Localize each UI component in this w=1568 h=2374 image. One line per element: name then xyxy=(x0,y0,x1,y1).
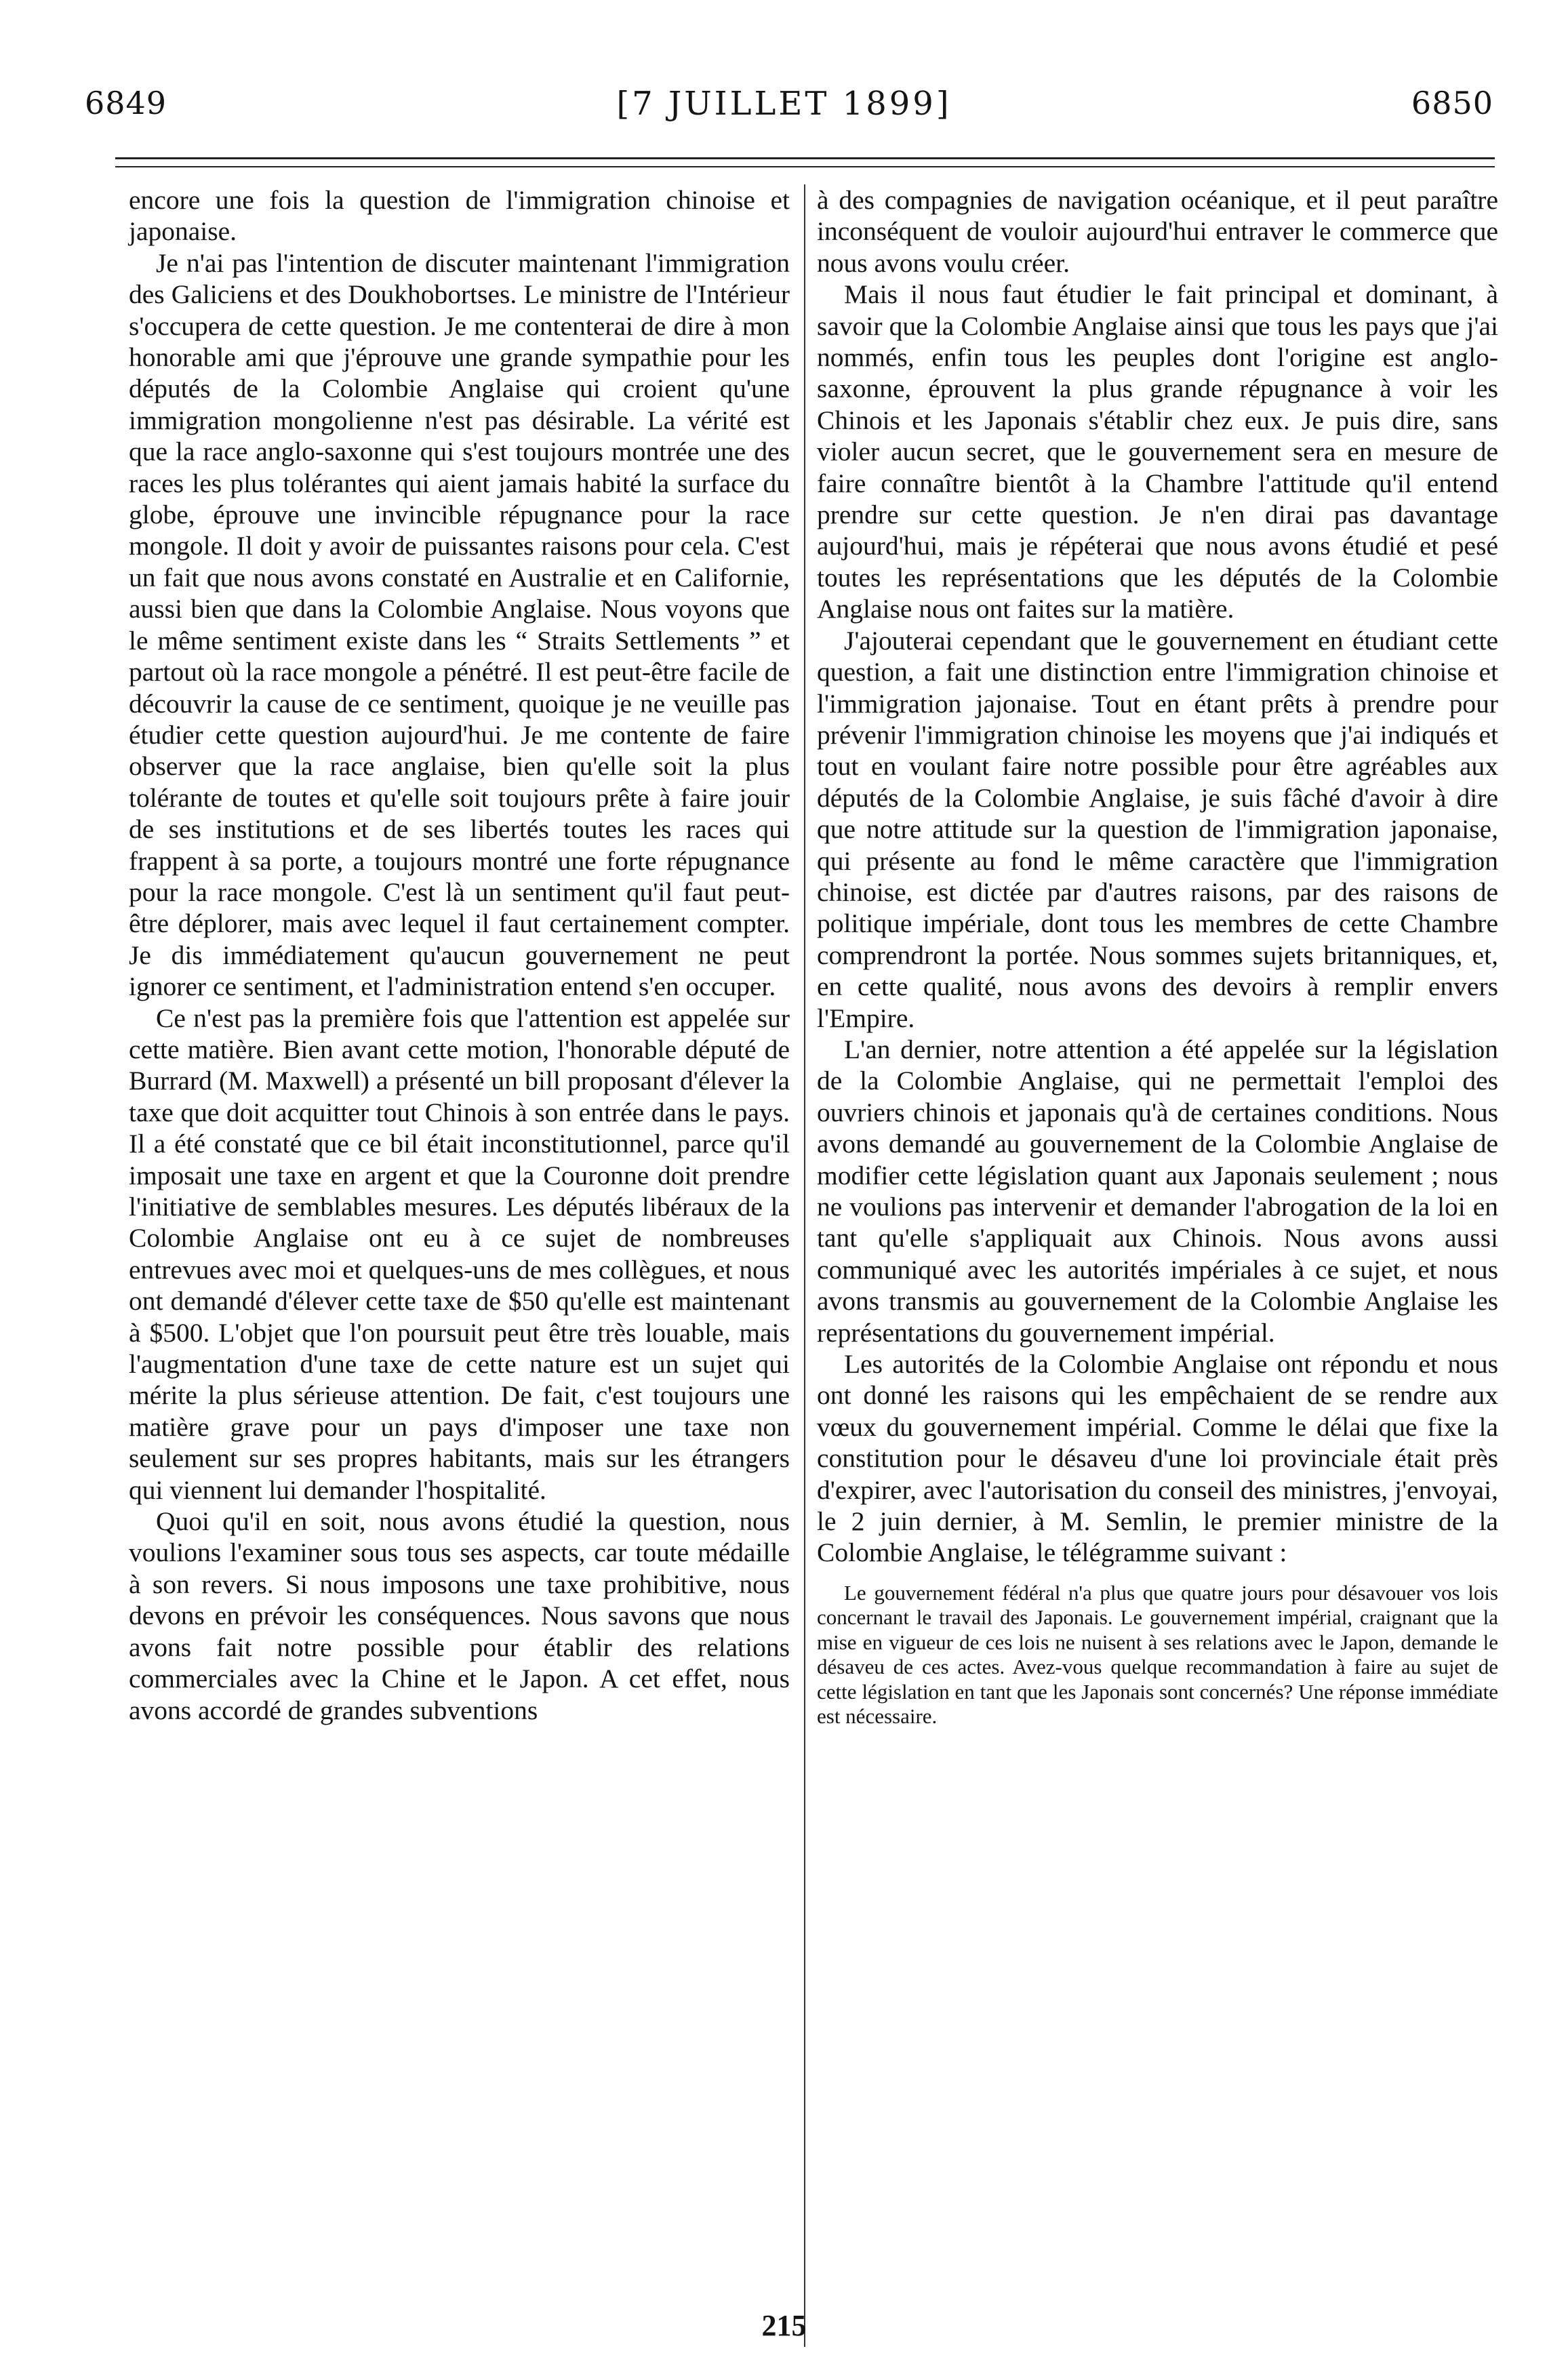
telegram-quote: Le gouvernement fédéral n'a plus que quatre jours pour désavouer vos lois concernant le travail des Japonais. Le gouvernement impérial, craignant que la mise en vigueur de ces lois ne nuisent à ses relations avec le Japon, demande le désaveu de ces actes. Avez-vous quelque recommandation à faire au sujet de cette législation en tant que les Japonais sont concernés? Une réponse immédiate est nécessaire. xyxy=(817,1580,1498,1729)
header-date: [7 JUILLET 1899] xyxy=(616,85,952,123)
folio-number: 215 xyxy=(761,2309,807,2342)
left-column xyxy=(129,184,790,1726)
right-column xyxy=(817,184,1498,1729)
paragraph: Quoi qu'il en soit, nous avons étudié la question, nous voulions l'examiner sous tous ses aspects, car toute médaille à son revers. Si nous imposons une taxe prohibitive, nous devons en prévoir les conséquences. Nous savons que nous avons fait notre possible pour établir des relations commerciales avec la Chine et le Japon. A cet effet, nous avons accordé de grandes subventions xyxy=(129,1506,790,1725)
page-header xyxy=(0,0,1568,146)
left-page-number: 6849 xyxy=(85,85,167,121)
paragraph: à des compagnies de navigation océanique, et il peut paraître inconséquent de vouloir aujourd'hui entraver le commerce que nous avons voulu créer. xyxy=(817,185,1498,278)
column-divider xyxy=(804,184,805,2347)
header-rule-top xyxy=(115,157,1495,159)
paragraph: encore une fois la question de l'immigration chinoise et japonaise. xyxy=(129,185,790,247)
paragraph: Je n'ai pas l'intention de discuter maintenant l'immigration des Galiciens et des Doukhobortses. Le ministre de l'Intérieur s'occupera de cette question. Je me contenterai de dire à mon honorable ami que j'éprouve une grande sympathie pour les députés de la Colombie Anglaise qui croient qu'une immigration mongolienne n'est pas désirable. La vérité est que la race anglo-saxonne qui s'est toujours montrée une des races les plus tolérantes qui aient jamais habité la surface du globe, éprouve une invincible répugnance pour la race mongole. Il doit y avoir de puissantes raisons pour cela. C'est un fait que nous avons constaté en Australie et en Californie, aussi bien que dans la Colombie Anglaise. Nous voyons que le même sentiment existe dans les “ Straits Settlements ” et partout où la race mongole a pénétré. Il est peut-être facile de découvrir la cause de ce sentiment, quoique je ne veuille pas étudier cette question aujourd'hui. Je me contente de faire observer que la race anglaise, bien qu'elle soit la plus tolérante de toutes et qu'elle soit toujours prête à faire jouir de ses institutions et de ses libertés toutes les races qui frappent à sa porte, a toujours montré une forte répugnance pour la race mongole. C'est là un sentiment qu'il faut peut-être déplorer, mais avec lequel il faut certainement compter. Je dis immédiatement qu'aucun gouvernement ne peut ignorer ce sentiment, et l'administration entend s'en occuper. xyxy=(129,247,790,1002)
paragraph: J'ajouterai cependant que le gouvernement en étudiant cette question, a fait une distinction entre l'immigration chinoise et l'immigration jajonaise. Tout en étant prêts à prendre pour prévenir l'immigration chinoise les moyens que j'ai indiqués et tout en voulant faire notre possible pour être agréables aux députés de la Colombie Anglaise, je suis fâché d'avoir à dire que notre attitude sur la question de l'immigration japonaise, qui présente au fond le même caractère que l'immigration chinoise, est dictée par d'autres raisons, par des raisons de politique impériale, dont tous les membres de cette Chambre comprendront la portée. Nous sommes sujets britanniques, et, en cette qualité, nous avons des devoirs à remplir envers l'Empire. xyxy=(817,625,1498,1033)
paragraph: Mais il nous faut étudier le fait principal et dominant, à savoir que la Colombie Anglaise ainsi que tous les pays que j'ai nommés, enfin tous les peuples dont l'origine est anglo-saxonne, éprouvent la plus grande répugnance à voir les Chinois et les Japonais s'établir chez eux. Je puis dire, sans violer aucun secret, que le gouvernement sera en mesure de faire connaître bientôt à la Chambre l'attitude qu'il entend prendre sur cette question. Je n'en dirai pas davantage aujourd'hui, mais je répéterai que nous avons étudié et pesé toutes les représentations que les députés de la Colombie Anglaise nous ont faites sur la matière. xyxy=(817,279,1498,624)
right-page-number: 6850 xyxy=(1411,85,1493,121)
paragraph: Ce n'est pas la première fois que l'attention est appelée sur cette matière. Bien avant cette motion, l'honorable député de Burrard (M. Maxwell) a présenté un bill proposant d'élever la taxe que doit acquitter tout Chinois à son entrée dans le pays. Il a été constaté que ce bil était inconstitutionnel, parce qu'il imposait une taxe en argent et que la Couronne doit prendre l'initiative de semblables mesures. Les députés libéraux de la Colombie Anglaise ont eu à ce sujet de nombreuses entrevues avec moi et quelques-uns de mes collègues, et nous ont demandé d'élever cette taxe de $50 qu'elle est maintenant à $500. L'objet que l'on poursuit peut être très louable, mais l'augmentation d'une taxe de cette nature est un sujet qui mérite la plus sérieuse attention. De fait, c'est toujours une matière grave pour un pays d'imposer une taxe non seulement sur ses propres habitants, mais sur les étrangers qui viennent lui demander l'hospitalité. xyxy=(129,1003,790,1505)
header-rule-bottom xyxy=(115,166,1495,167)
paragraph: L'an dernier, notre attention a été appelée sur la législation de la Colombie Anglaise, qui ne permettait l'emploi des ouvriers chinois et japonais qu'à de certaines conditions. Nous avons demandé au gouvernement de la Colombie Anglaise de modifier cette législation quant aux Japonais seulement ; nous ne voulions pas intervenir et demander l'abrogation de la loi en tant qu'elle s'appliquait aux Chinois. Nous avons aussi communiqué avec les autorités impériales à ce sujet, et nous avons transmis au gouvernement de la Colombie Anglaise les représentations du gouvernement impérial. xyxy=(817,1034,1498,1348)
paragraph: Les autorités de la Colombie Anglaise ont répondu et nous ont donné les raisons qui les empêchaient de se rendre aux vœux du gouvernement impérial. Comme le délai que fixe la constitution pour le désaveu d'une loi provinciale était près d'expirer, avec l'autorisation du conseil des ministres, j'envoyai, le 2 juin dernier, à M. Semlin, le premier ministre de la Colombie Anglaise, le télégramme suivant : xyxy=(817,1349,1498,1568)
